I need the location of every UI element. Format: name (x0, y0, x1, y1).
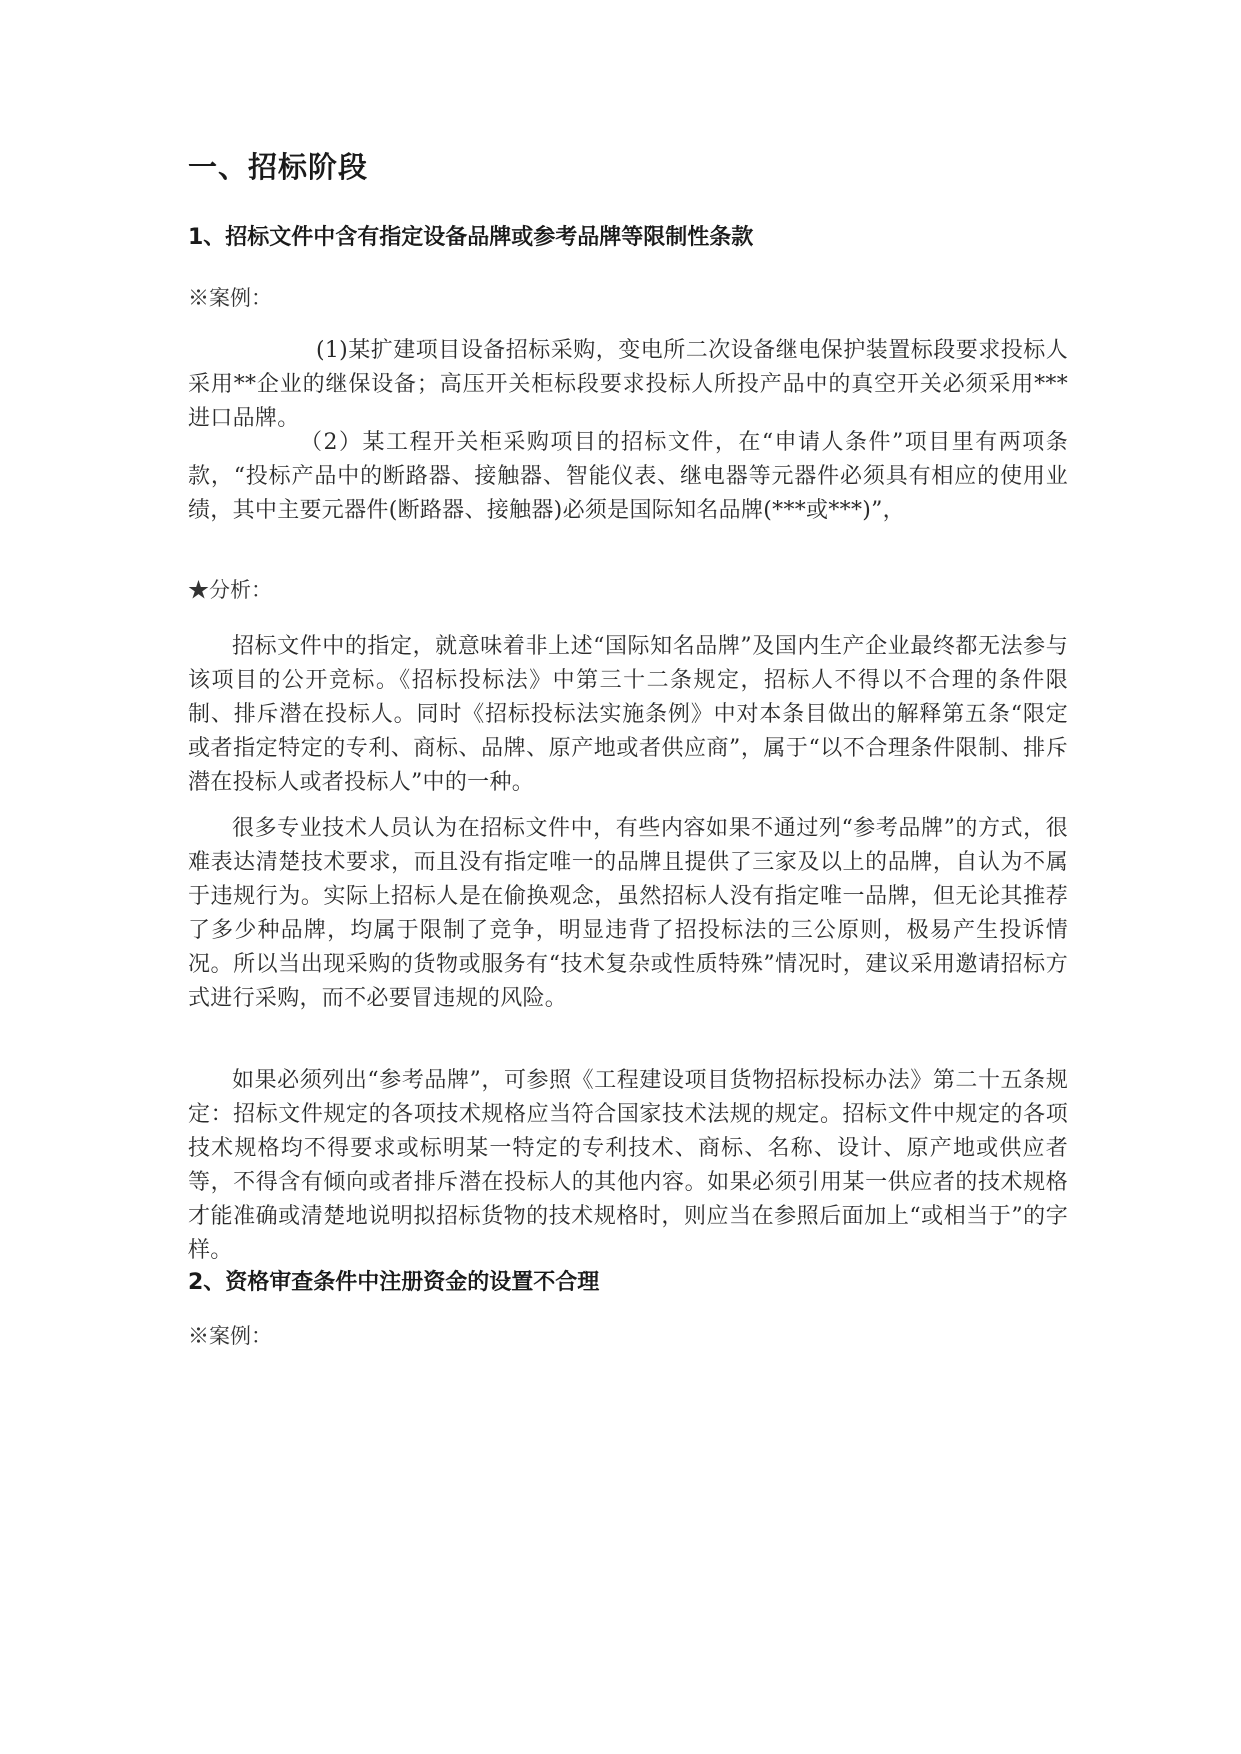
analysis-paragraph-3: 如果必须列出“参考品牌”，可参照《工程建设项目货物招标投标办法》第二十五条规定：招标文件规定的各项技术规格应当符合国家技术法规的规定。招标文件中规定的各项技术规格均不得要求或标明某一特定的专利技术、商标、名称、设计、原产地或供应者等，不得含有倾向或者排斥潜在投标人的其他内容。如果必须引用某一供应者的技术规格才能准确或清楚地说明拟招标货物的技术规格时，则应当在参照后面加上“或相当于”的字样。 (188, 1068, 1068, 1263)
item2-case-label: ※案例： (188, 1324, 272, 1348)
item1-analysis-label: ★分析： (188, 578, 272, 602)
case-2-paragraph: （2）某工程开关柜采购项目的招标文件，在“申请人条件”项目里有两项条款，“投标产品中的断路器、接触器、智能仪表、继电器等元器件必须具有相应的使用业绩，其中主要元器件(断路器、接触器)必须是国际知名品牌(***或***)”， (188, 430, 1068, 523)
item2-title: 2、资格审查条件中注册资金的设置不合理 (188, 1270, 600, 1295)
item1-title: 1、招标文件中含有指定设备品牌或参考品牌等限制性条款 (188, 225, 754, 250)
item1-case-label: ※案例： (188, 286, 272, 310)
analysis-paragraph-1: 招标文件中的指定，就意味着非上述“国际知名品牌”及国内生产企业最终都无法参与该项目的公开竞标。《招标投标法》中第三十二条规定，招标人不得以不合理的条件限制、排斥潜在投标人。同时《招标投标法实施条例》中对本条目做出的解释第五条“限定或者指定特定的专利、商标、品牌、原产地或者供应商”，属于“以不合理条件限制、排斥潜在投标人或者投标人”中的一种。 (188, 634, 1068, 795)
analysis-paragraph-2: 很多专业技术人员认为在招标文件中，有些内容如果不通过列“参考品牌”的方式，很难表达清楚技术要求，而且没有指定唯一的品牌且提供了三家及以上的品牌，自认为不属于违规行为。实际上招标人是在偷换观念，虽然招标人没有指定唯一品牌，但无论其推荐了多少种品牌，均属于限制了竞争，明显违背了招投标法的三公原则，极易产生投诉情况。所以当出现采购的货物或服务有“技术复杂或性质特殊”情况时，建议采用邀请招标方式进行采购，而不必要冒违规的风险。 (188, 816, 1068, 1011)
section-heading: 一、招标阶段 (188, 150, 369, 184)
case-1-paragraph: (1)某扩建项目设备招标采购，变电所二次设备继电保护装置标段要求投标人采用**企业的继保设备；高压开关柜标段要求投标人所投产品中的真空开关必须采用***进口品牌。 (188, 338, 1068, 431)
